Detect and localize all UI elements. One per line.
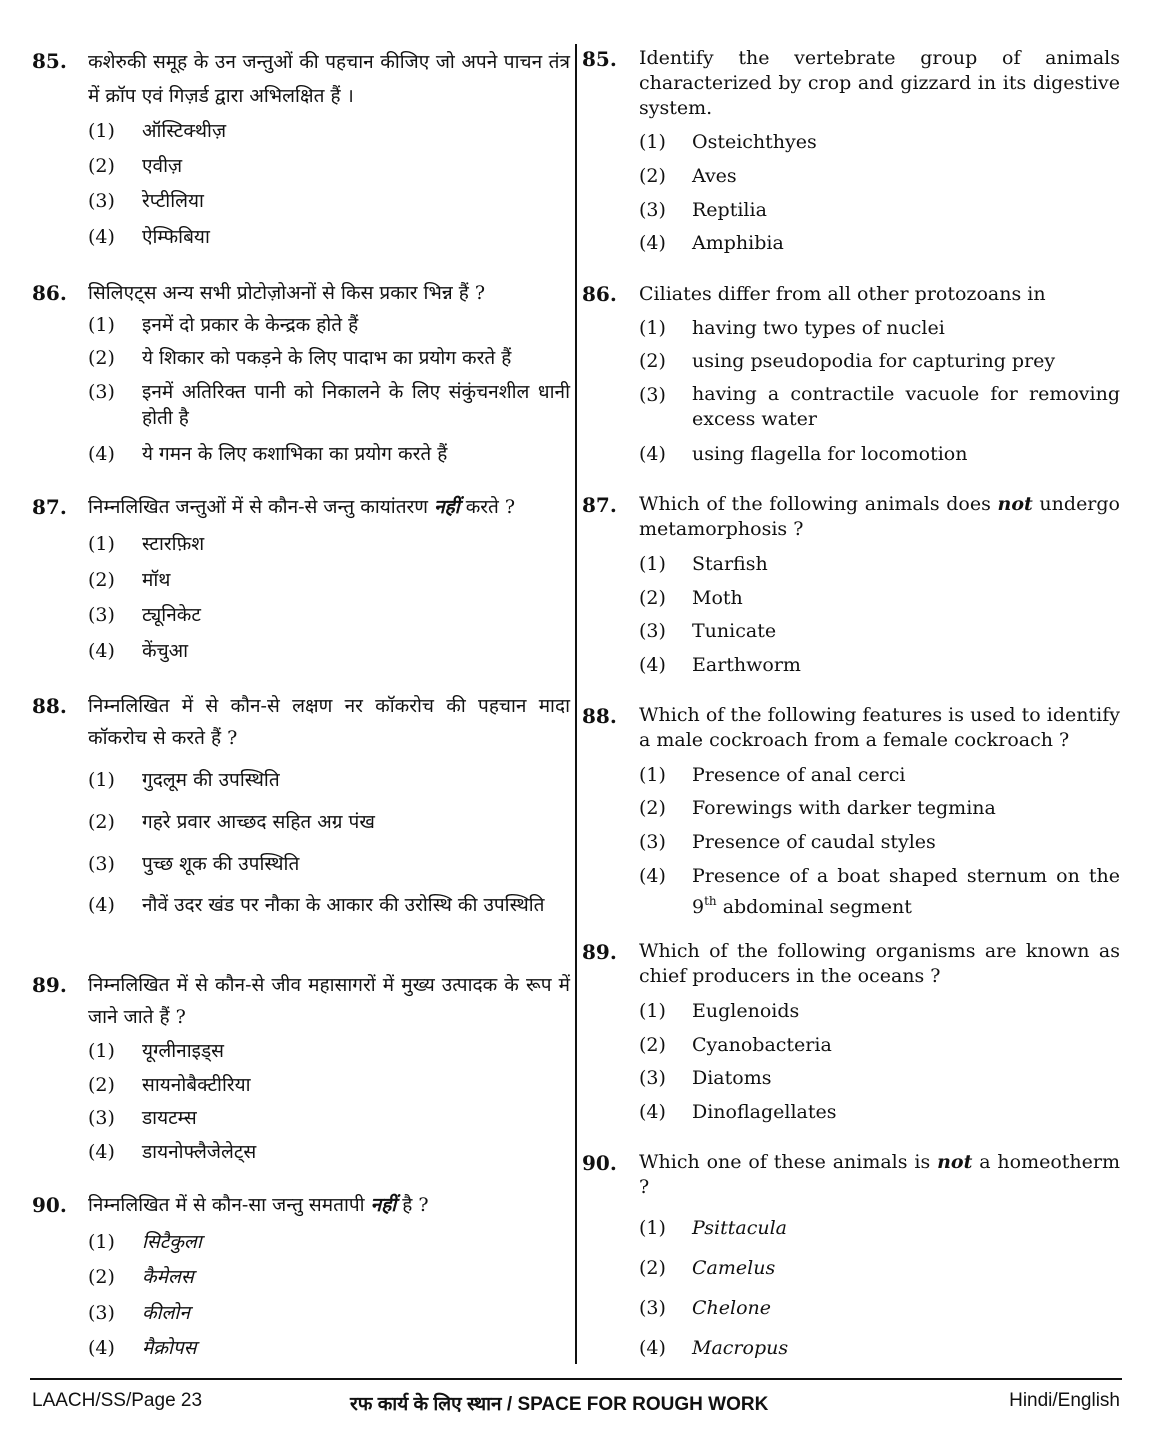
language-label: Hindi/English xyxy=(1009,1390,1120,1411)
question-number: 86. xyxy=(582,282,617,306)
question-text: निम्नलिखित में से कौन-सा जन्तु समतापी नहीं है ? xyxy=(88,1194,429,1216)
question-text: निम्नलिखित में से कौन-से जीव महासागरों में मुख्य उत्पादक के रूप में जाने जाते हैं ? xyxy=(88,974,570,1028)
question-number: 89. xyxy=(582,940,617,964)
question-number: 87. xyxy=(32,495,67,519)
question-text: Which of the following features is used to identify a male cockroach from a female cockroach ? xyxy=(639,704,1120,751)
question-number: 88. xyxy=(32,694,67,718)
question-number: 86. xyxy=(32,281,67,305)
question-number: 89. xyxy=(32,973,67,997)
question-text: निम्नलिखित में से कौन-से लक्षण नर कॉकरोच की पहचान मादा कॉकरोच से करते हैं ? xyxy=(88,695,570,749)
question-text: Ciliates differ from all other protozoans in xyxy=(639,283,1046,305)
question-text: Identify the vertebrate group of animals characterized by crop and gizzard in its digestive system. xyxy=(639,47,1120,119)
question-number: 87. xyxy=(582,493,617,517)
question-text: Which of the following organisms are known as chief producers in the oceans ? xyxy=(639,940,1120,987)
question-number: 88. xyxy=(582,704,617,728)
question-number: 85. xyxy=(582,47,617,71)
question-text: सिलिएट्स अन्य सभी प्रोटोज़ोअनों से किस प्रकार भिन्न हैं ? xyxy=(88,282,486,304)
question-number: 90. xyxy=(582,1151,617,1175)
page-code: LAACH/SS/Page 23 xyxy=(32,1390,203,1411)
rough-work-label: रफ कार्य के लिए स्थान / SPACE FOR ROUGH WORK xyxy=(350,1394,769,1415)
question-text: Which of the following animals does not undergo metamorphosis ? xyxy=(639,493,1120,540)
question-text: कशेरुकी समूह के उन जन्तुओं की पहचान कीजिए जो अपने पाचन तंत्र में क्रॉप एवं गिज़र्ड द्वारा अभिलक्षित हैं । xyxy=(88,51,570,107)
question-text: Which one of these animals is not a homeotherm ? xyxy=(639,1151,1120,1198)
question-text: निम्नलिखित जन्तुओं में से कौन-से जन्तु कायांतरण नहीं करते ? xyxy=(88,496,516,518)
footer-rule xyxy=(30,1378,1122,1380)
question-number: 90. xyxy=(32,1193,67,1217)
column-divider xyxy=(575,44,577,1364)
question-number: 85. xyxy=(32,49,67,73)
